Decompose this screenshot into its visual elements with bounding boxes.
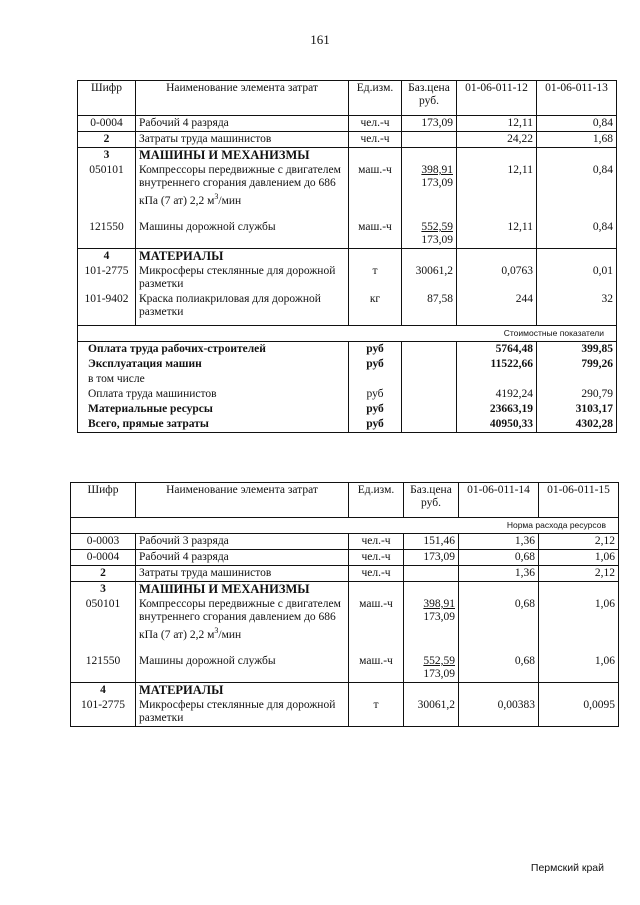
row-unit: маш.-ч xyxy=(349,220,402,249)
row-price: 87,58 xyxy=(402,292,457,326)
section-title: МАТЕРИАЛЫ xyxy=(136,248,349,264)
summary-value-b: 799,26 xyxy=(537,357,617,372)
summary-row xyxy=(78,357,617,372)
table-header-row xyxy=(78,81,617,116)
row-value-b: 1,06 xyxy=(539,597,619,654)
section-code: 4 xyxy=(71,682,136,698)
summary-row xyxy=(78,417,617,433)
row-price: 30061,2 xyxy=(404,698,459,727)
table-row xyxy=(71,550,619,566)
row-value-b: 32 xyxy=(537,292,617,326)
header-code: Шифр xyxy=(71,483,136,518)
summary-unit: руб xyxy=(349,402,402,417)
row-name: Затраты труда машинистов xyxy=(136,132,349,148)
row-name: Микросферы стеклянные для дорожной разметки xyxy=(136,264,349,292)
row-code: 0-0004 xyxy=(78,116,136,132)
row-name: Краска полиакриловая для дорожной разметки xyxy=(136,292,349,326)
summary-label: Оплата труда рабочих-строителей xyxy=(78,341,349,357)
section-title: МАШИНЫ И МЕХАНИЗМЫ xyxy=(136,148,349,164)
summary-value-a: 23663,19 xyxy=(457,402,537,417)
row-value-a: 12,11 xyxy=(457,116,537,132)
row-value-b: 1,06 xyxy=(539,654,619,683)
row-unit: чел.-ч xyxy=(349,534,404,550)
summary-unit: руб xyxy=(349,357,402,372)
row-value-a: 0,68 xyxy=(459,550,539,566)
row-value-a: 0,0763 xyxy=(457,264,537,292)
section-row xyxy=(71,582,619,598)
row-price: 151,46 xyxy=(404,534,459,550)
header-col-b: 01-06-011-15 xyxy=(539,483,619,518)
header-col-a: 01-06-011-14 xyxy=(459,483,539,518)
row-unit: чел.-ч xyxy=(349,566,404,582)
summary-value-b: 290,79 xyxy=(537,387,617,402)
row-value-b: 0,84 xyxy=(537,220,617,249)
row-name: Рабочий 4 разряда xyxy=(136,116,349,132)
row-code: 101-9402 xyxy=(78,292,136,326)
page-number: 161 xyxy=(310,32,330,47)
row-value-b: 2,12 xyxy=(539,566,619,582)
row-price: 398,91 173,09 xyxy=(404,597,459,654)
summary-unit: руб xyxy=(349,341,402,357)
row-price: 173,09 xyxy=(404,550,459,566)
row-value-b: 1,06 xyxy=(539,550,619,566)
note-row xyxy=(71,518,619,534)
section-row xyxy=(78,248,617,264)
summary-row xyxy=(78,372,617,387)
row-name: Рабочий 4 разряда xyxy=(136,550,349,566)
header-price: Баз.цена руб. xyxy=(402,81,457,116)
summary-label: Всего, прямые затраты xyxy=(78,417,349,433)
table-header-row xyxy=(71,483,619,518)
section-code: 3 xyxy=(71,582,136,598)
row-value-a: 244 xyxy=(457,292,537,326)
header-unit: Ед.изм. xyxy=(349,81,402,116)
row-code: 0-0004 xyxy=(71,550,136,566)
summary-unit: руб xyxy=(349,387,402,402)
row-name: Микросферы стеклянные для дорожной разметки xyxy=(136,698,349,727)
row-unit: маш.-ч xyxy=(349,597,404,654)
table-row xyxy=(71,654,619,683)
header-code: Шифр xyxy=(78,81,136,116)
row-code: 2 xyxy=(78,132,136,148)
cost-table-2 xyxy=(70,482,619,727)
summary-value-b: 399,85 xyxy=(537,341,617,357)
summary-value-a: 40950,33 xyxy=(457,417,537,433)
row-price: 173,09 xyxy=(402,116,457,132)
row-code: 121550 xyxy=(78,220,136,249)
cost-table-1 xyxy=(77,80,617,433)
row-code: 050101 xyxy=(78,163,136,220)
row-name: Компрессоры передвижные с двигателем внутреннего сгорания давлением до 686 кПа (7 ат) 2,2 $м^3$/мин xyxy=(136,163,349,220)
note-row xyxy=(78,325,617,341)
summary-row xyxy=(78,341,617,357)
footer-region-label: Пермский край xyxy=(530,862,604,874)
header-col-a: 01-06-011-12 xyxy=(457,81,537,116)
summary-unit: руб xyxy=(349,417,402,433)
row-unit: т xyxy=(349,698,404,727)
summary-row xyxy=(78,387,617,402)
table-row xyxy=(78,132,617,148)
summary-value-a: 5764,48 xyxy=(457,341,537,357)
header-price: Баз.цена руб. xyxy=(404,483,459,518)
row-unit: чел.-ч xyxy=(349,116,402,132)
table-row xyxy=(78,264,617,292)
row-price: 30061,2 xyxy=(402,264,457,292)
resource-norm-note: Норма расхода ресурсов xyxy=(71,518,619,534)
summary-label: Материальные ресурсы xyxy=(78,402,349,417)
row-value-a: 12,11 xyxy=(457,220,537,249)
row-name: Компрессоры передвижные с двигателем внутреннего сгорания давлением до 686 кПа (7 ат) 2,2 $м^3$/мин xyxy=(136,597,349,654)
summary-value-b: 3103,17 xyxy=(537,402,617,417)
row-code: 101-2775 xyxy=(71,698,136,727)
cost-indicators-note: Стоимостные показатели xyxy=(78,325,617,341)
row-value-a: 12,11 xyxy=(457,163,537,220)
row-price: 398,91 173,09 xyxy=(402,163,457,220)
row-value-a: 0,00383 xyxy=(459,698,539,727)
summary-row xyxy=(78,402,617,417)
row-name: Машины дорожной службы xyxy=(136,220,349,249)
row-value-b: 0,0095 xyxy=(539,698,619,727)
row-name: Рабочий 3 разряда xyxy=(136,534,349,550)
table-row xyxy=(71,534,619,550)
row-value-b: 2,12 xyxy=(539,534,619,550)
section-title: МАШИНЫ И МЕХАНИЗМЫ xyxy=(136,582,349,598)
summary-value-b: 4302,28 xyxy=(537,417,617,433)
row-code: 050101 xyxy=(71,597,136,654)
summary-value-a: 4192,24 xyxy=(457,387,537,402)
summary-label: Оплата труда машинистов xyxy=(78,387,349,402)
row-unit: чел.-ч xyxy=(349,132,402,148)
header-name: Наименование элемента затрат xyxy=(136,81,349,116)
row-value-a: 0,68 xyxy=(459,654,539,683)
table-row xyxy=(71,566,619,582)
table-row xyxy=(71,597,619,654)
row-value-b: 0,01 xyxy=(537,264,617,292)
row-name: Машины дорожной службы xyxy=(136,654,349,683)
header-col-b: 01-06-011-13 xyxy=(537,81,617,116)
row-value-a: 0,68 xyxy=(459,597,539,654)
row-value-a: 1,36 xyxy=(459,534,539,550)
table-row xyxy=(78,116,617,132)
row-unit: маш.-ч xyxy=(349,163,402,220)
table-row xyxy=(71,698,619,727)
row-value-a: 1,36 xyxy=(459,566,539,582)
row-unit: маш.-ч xyxy=(349,654,404,683)
summary-value-a: 11522,66 xyxy=(457,357,537,372)
row-value-b: 0,84 xyxy=(537,116,617,132)
row-price xyxy=(402,132,457,148)
row-unit: кг xyxy=(349,292,402,326)
table-row xyxy=(78,292,617,326)
table-row xyxy=(78,163,617,220)
summary-label: Эксплуатация машин xyxy=(78,357,349,372)
row-code: 2 xyxy=(71,566,136,582)
section-code: 4 xyxy=(78,248,136,264)
row-price xyxy=(404,566,459,582)
header-name: Наименование элемента затрат xyxy=(136,483,349,518)
section-title: МАТЕРИАЛЫ xyxy=(136,682,349,698)
row-code: 0-0003 xyxy=(71,534,136,550)
row-value-b: 1,68 xyxy=(537,132,617,148)
row-value-a: 24,22 xyxy=(457,132,537,148)
row-unit: чел.-ч xyxy=(349,550,404,566)
section-row xyxy=(78,148,617,164)
row-unit: т xyxy=(349,264,402,292)
section-code: 3 xyxy=(78,148,136,164)
table-row xyxy=(78,220,617,249)
section-row xyxy=(71,682,619,698)
row-price: 552,59 173,09 xyxy=(402,220,457,249)
header-unit: Ед.изм. xyxy=(349,483,404,518)
row-name: Затраты труда машинистов xyxy=(136,566,349,582)
row-price: 552,59 173,09 xyxy=(404,654,459,683)
row-code: 121550 xyxy=(71,654,136,683)
row-code: 101-2775 xyxy=(78,264,136,292)
row-value-b: 0,84 xyxy=(537,163,617,220)
summary-label: в том числе xyxy=(78,372,349,387)
